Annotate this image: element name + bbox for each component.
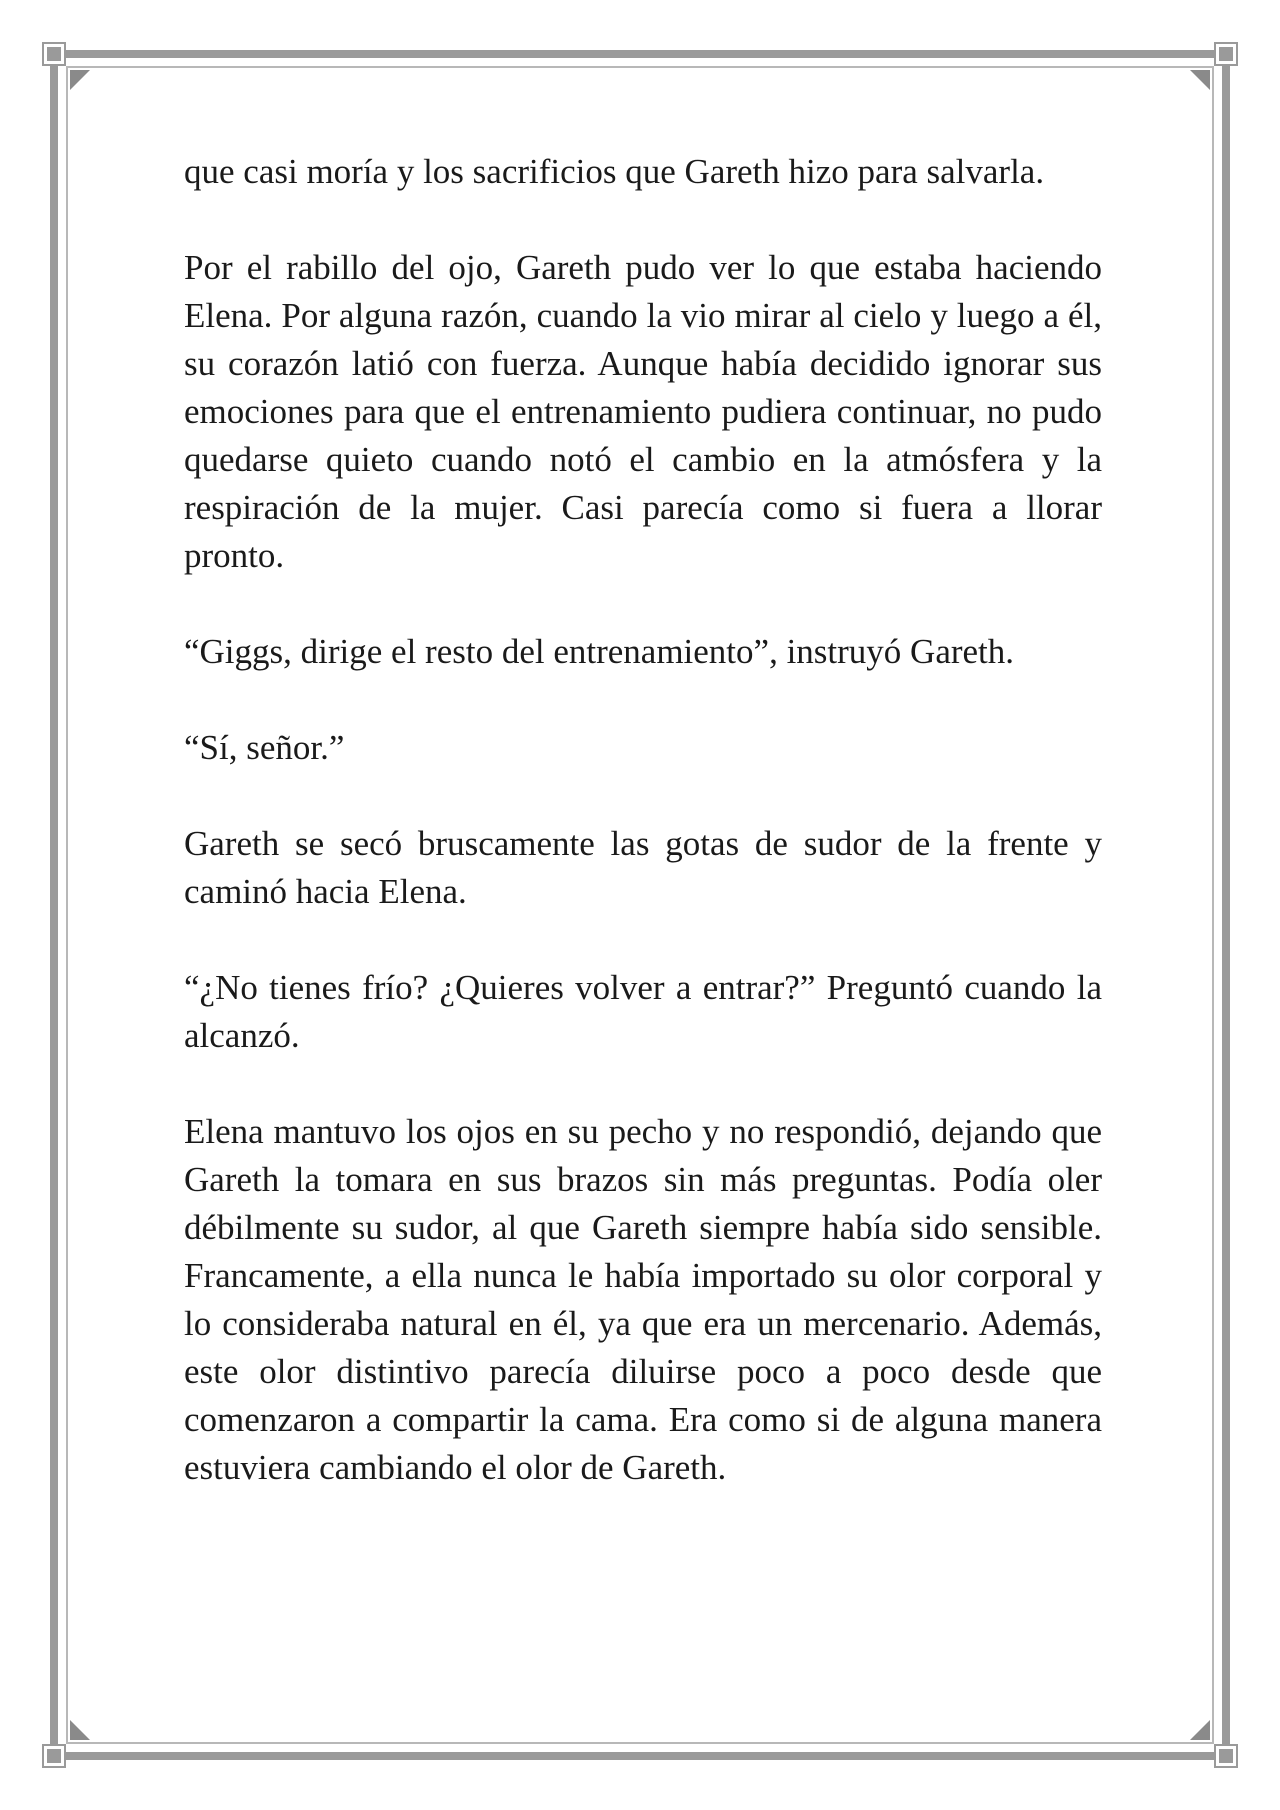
paragraph: Gareth se secó bruscamente las gotas de sudor de la frente y caminó hacia Elena. (184, 824, 1102, 911)
paragraph: Por el rabillo del ojo, Gareth pudo ver lo que estaba haciendo Elena. Por alguna razón, cuando la vio mirar al cielo y luego a él, su corazón latió con fuerza. Aunque había decidido ignorar sus emociones para que el entrenamiento pudiera continuar, no pudo quedarse quieto cuando notó el cambio en la atmósfera y la respiración de la mujer. Casi parecía como si fuera a llorar pronto. (184, 248, 1102, 575)
paragraph: Elena mantuvo los ojos en su pecho y no respondió, dejando que Gareth la tomara en sus brazos sin más preguntas. Podía oler débilmente su sudor, al que Gareth siempre había sido sensible. Francamente, a ella nunca le había importado su olor corporal y lo consideraba natural en él, ya que era un mercenario. Además, este olor distintivo parecía diluirse poco a poco desde que comenzaron a compartir la cama. Era como si de alguna manera estuviera cambiando el olor de Gareth. (184, 1112, 1102, 1487)
dialogue-paragraph: “¿No tienes frío? ¿Quieres volver a entrar?” Preguntó cuando la alcanzó. (184, 968, 1102, 1055)
corner-triangle-top-left (70, 70, 90, 90)
paragraph: que casi moría y los sacrificios que Gareth hizo para salvarla. (184, 152, 1045, 191)
dialogue-paragraph: “Sí, señor.” (184, 728, 345, 767)
corner-ornament-bottom-right (1219, 1749, 1233, 1763)
corner-triangle-top-right (1190, 70, 1210, 90)
dialogue-paragraph: “Giggs, dirige el resto del entrenamiento”, instruyó Gareth. (184, 632, 1015, 671)
corner-ornament-top-left (47, 47, 61, 61)
corner-ornament-bottom-left (47, 1749, 61, 1763)
corner-triangle-bottom-right (1190, 1720, 1210, 1740)
corner-triangle-bottom-left (70, 1720, 90, 1740)
corner-ornament-top-right (1219, 47, 1233, 61)
page-text-body (184, 148, 1102, 1540)
